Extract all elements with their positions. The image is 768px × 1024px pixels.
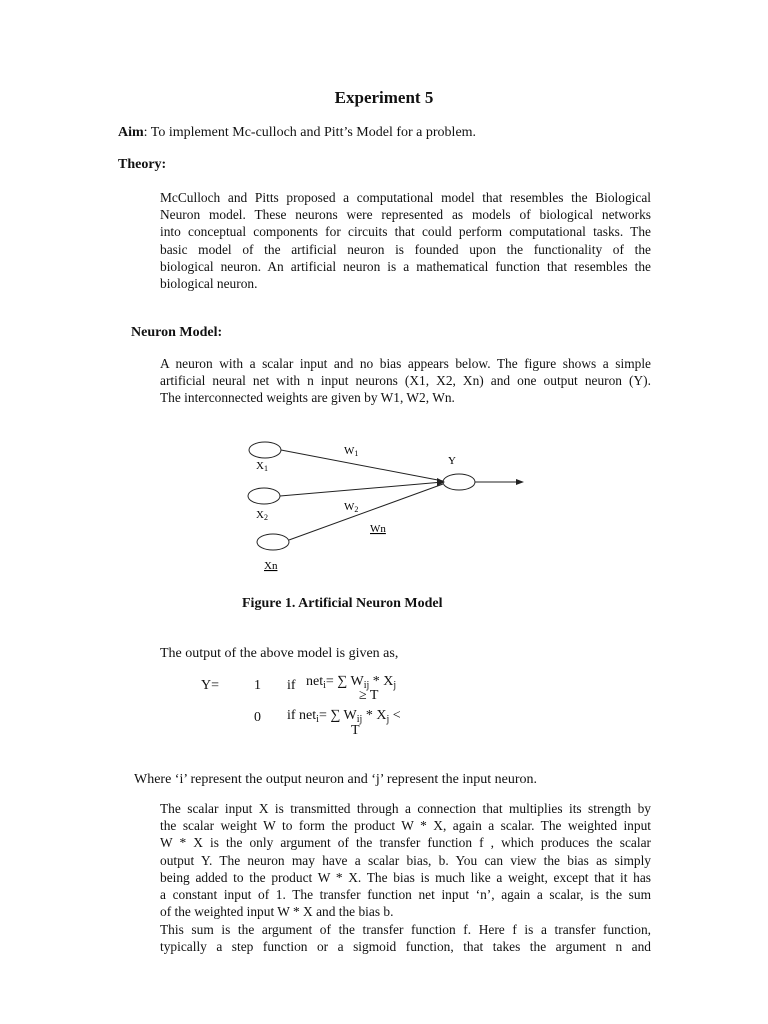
sum-line: typically a step function or a sigmoid function, that takes the argument n and (160, 939, 651, 955)
theory-line: biological neuron. (160, 276, 258, 292)
where-note: Where ‘i’ represent the output neuron and ‘j’ represent the input neuron. (134, 772, 537, 787)
theory-heading: Theory: (118, 157, 167, 172)
scalar-line: of the weighted input W * X and the bias b. (160, 904, 394, 920)
equation-row2-value: 0 (254, 710, 261, 725)
aim-line (118, 125, 476, 141)
equation-lhs: Y= (201, 678, 220, 693)
aim-label: Aim (118, 125, 144, 140)
weight-label-w1: W1 (344, 445, 359, 458)
edge-w2 (280, 482, 443, 496)
neuron-diagram (240, 430, 540, 580)
input-node-x1 (249, 442, 281, 458)
scalar-line: a constant input of 1. The transfer function net input ‘n’, again a scalar, is the sum (160, 887, 651, 903)
input-label-x2: X2 (256, 509, 268, 522)
equation-row1-if: if (287, 678, 296, 693)
scalar-line: being added to the product W * X. The bias is much like a weight, except that it has (160, 869, 651, 885)
scalar-line: the scalar weight W to form the product W * X, again a scalar. The weighted input (160, 818, 651, 834)
aim-text: : To implement Mc-culloch and Pitt’s Model for a problem. (143, 125, 477, 140)
sum-line: This sum is the argument of the transfer function f. Here f is a transfer function, (160, 922, 651, 937)
output-node-y (443, 474, 475, 490)
scalar-line: The scalar input X is transmitted through a connection that multiplies its strength by (160, 801, 651, 816)
equation-row2-threshold: T (351, 723, 360, 738)
neuron-model-line: A neuron with a scalar input and no bias appears below. The figure shows a simple (160, 356, 651, 371)
scalar-line: output Y. The neuron may have a scalar bias, b. You can view the bias as simply (160, 852, 651, 868)
figure-caption: Figure 1. Artificial Neuron Model (242, 596, 443, 611)
input-node-xn (257, 534, 289, 550)
theory-line: into conceptual components for circuits that could perform computational tasks. The (160, 224, 651, 240)
scalar-paragraph (160, 800, 651, 920)
theory-paragraph (160, 189, 651, 292)
equation-row1-threshold: ≥ T (359, 688, 379, 703)
output-arrowhead (516, 479, 524, 485)
theory-line: biological neuron. An artificial neuron is a mathematical function that resembles the (160, 258, 651, 274)
neuron-model-paragraph (160, 355, 651, 407)
input-label-xn: Xn (264, 560, 278, 572)
theory-line: Neuron model. These neurons were represented as models of biological networks (160, 207, 651, 223)
edge-w1 (281, 450, 443, 481)
neuron-model-line: artificial neural net with n input neurons (X1, X2, Xn) and one output neuron (Y). (160, 373, 651, 389)
theory-line: basic model of the artificial neuron is founded upon the functionality of the (160, 241, 651, 257)
equation-row2-condition: if net$_i$= ∑ $W_{ij} * X_j$ < (287, 708, 401, 725)
neuron-model-heading: Neuron Model: (131, 325, 223, 340)
input-label-x1: X1 (256, 460, 268, 473)
neuron-model-line: The interconnected weights are given by W1, W2, Wn. (160, 390, 455, 406)
equation-row1-condition: net$_i$= ∑ $W_{ij} * X_j$ (306, 674, 397, 691)
input-node-x2 (248, 488, 280, 504)
sum-paragraph (160, 921, 651, 955)
edge-wn (289, 484, 443, 540)
scalar-line: W * X is the only argument of the transfer function f , which produces the scalar (160, 835, 651, 851)
output-intro: The output of the above model is given as, (160, 646, 399, 661)
theory-line: McCulloch and Pitts proposed a computational model that resembles the Biological (160, 190, 651, 205)
output-label-y: Y (448, 455, 456, 467)
page-title: Experiment 5 (334, 88, 434, 107)
weight-label-w2: W2 (344, 501, 359, 514)
equation-row1-value: 1 (254, 678, 261, 693)
weight-label-wn: Wn (370, 523, 386, 535)
